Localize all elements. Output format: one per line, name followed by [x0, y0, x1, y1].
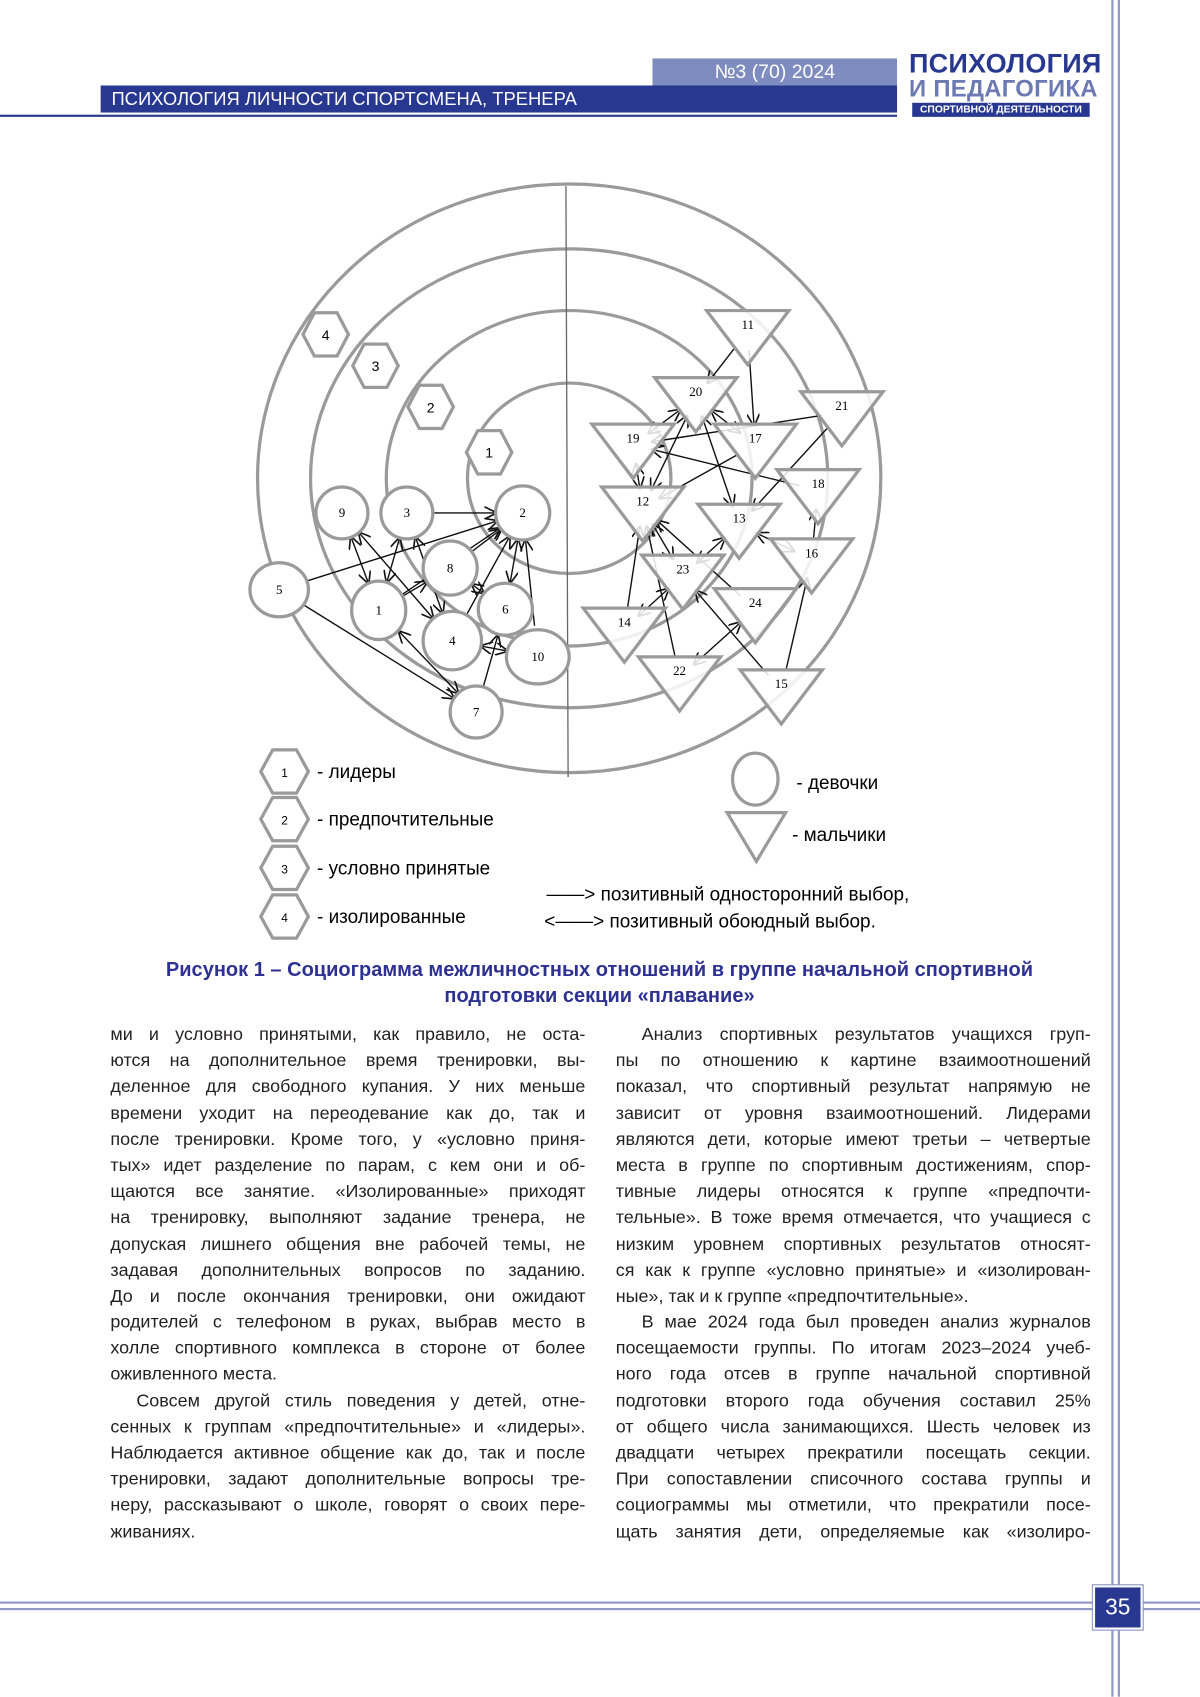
node-label: 16: [805, 545, 818, 560]
node-label: 20: [689, 384, 702, 399]
boy-node-18: [777, 470, 859, 524]
node-label: 7: [473, 704, 480, 719]
status-ring: [386, 311, 752, 646]
text-line: двадцати четырех прекратили посещать секции.: [616, 1440, 1091, 1466]
one-way-choice-arrow: [483, 635, 498, 687]
text-line: сенных к группам «предпочтительные» и «лидеры».: [110, 1414, 585, 1440]
journal-page: [0, 0, 1200, 1697]
node-label: 13: [733, 511, 746, 526]
text-line: До и после окончания тренировки, они ожидают: [110, 1283, 585, 1309]
node-label: 14: [618, 615, 631, 630]
text-line: родителей с телефоном в руках, выбрав место в: [110, 1309, 585, 1335]
text-line: после тренировки. Кроме того, у «условно приня-: [110, 1126, 585, 1152]
journal-logo-line1: ПСИХОЛОГИЯ: [909, 50, 1102, 78]
girl-node-9: [316, 487, 368, 539]
girl-node-8: [423, 541, 477, 595]
margin-rule-horizontal: [0, 1608, 1200, 1610]
status-ring: [467, 383, 670, 573]
text-line: низким уровнем спортивных результатов относят-: [616, 1231, 1091, 1257]
text-line: деленное для свободного купания. У них меньше: [110, 1074, 585, 1100]
zone-number: 4: [281, 911, 288, 925]
girl-node-3: [381, 487, 433, 539]
node-label: 2: [519, 505, 525, 520]
text-line: При сопоставлении списочного состава группы и: [616, 1466, 1091, 1492]
journal-logo-line3: СПОРТИВНОЙ ДЕЯТЕЛЬНОСТИ: [912, 103, 1089, 117]
legend-zone-marker-4: [261, 895, 309, 938]
legend-status-label: - лидеры: [317, 762, 396, 783]
node-label: 1: [375, 603, 381, 618]
node-label: 9: [339, 505, 345, 520]
text-line: живаниях.: [110, 1519, 585, 1545]
text-line: Анализ спортивных результатов учащихся груп-: [616, 1022, 1091, 1048]
node-label: 10: [531, 649, 544, 664]
legend-zone-marker-3: [261, 846, 309, 889]
text-line: места в группе по спортивным достижениям, спор-: [616, 1152, 1091, 1178]
zone-number: 4: [322, 327, 330, 343]
text-line: тельные». В тоже время отмечается, что учащиеся с: [616, 1205, 1091, 1231]
text-line: на тренировку, выполняют задание тренера, не: [110, 1205, 585, 1231]
node-label: 18: [812, 476, 825, 491]
node-label: 8: [447, 560, 453, 575]
text-line: подготовки второго года обучения составил 25%: [616, 1388, 1091, 1414]
text-line: холле спортивного комплекса в стороне от более: [110, 1336, 585, 1362]
zone-marker-2: [408, 385, 453, 428]
legend-status-label: - изолированные: [317, 907, 466, 928]
legend-zone-marker-1: [261, 750, 309, 793]
text-line: оживленного места.: [110, 1362, 585, 1388]
legend-girl-circle-icon: [733, 753, 778, 805]
text-line: неру, рассказывают о школе, говорят о своих пере-: [110, 1493, 585, 1519]
girl-node-10: [506, 630, 569, 684]
node-label: 22: [673, 663, 686, 678]
text-line: зависит от уровня взаимоотношений. Лидерами: [616, 1100, 1091, 1126]
zone-number: 2: [281, 814, 288, 828]
zone-marker-3: [353, 344, 398, 387]
mutual-choice-arrow: [351, 537, 368, 583]
node-label: 24: [749, 595, 762, 610]
zone-marker-1: [466, 431, 511, 474]
node-label: 19: [627, 431, 640, 446]
section-title: ПСИХОЛОГИЯ ЛИЧНОСТИ СПОРТСМЕНА, ТРЕНЕРА: [101, 85, 897, 112]
boy-node-21: [801, 392, 883, 446]
journal-logo-line2: И ПЕДАГОГИКА: [909, 77, 1098, 101]
text-line: ного года отсев в группе начальной спортивной: [616, 1362, 1091, 1388]
node-label: 21: [835, 398, 848, 413]
text-line: допуская лишнего общения вне рабочей темы, не: [110, 1231, 585, 1257]
gender-divider: [566, 186, 568, 777]
text-line: щать занятия дети, определяемые как «изолиро-: [616, 1519, 1091, 1545]
figure-caption-line2: подготовки секции «плавание»: [108, 983, 1091, 1009]
node-label: 11: [741, 317, 754, 332]
text-line: Совсем другой стиль поведения у детей, отне-: [110, 1388, 585, 1414]
zone-number: 3: [372, 358, 380, 374]
legend-one-way-choice: ——> позитивный односторонний выбор,: [546, 884, 909, 905]
body-column-right: [616, 1022, 1091, 1545]
zone-number: 3: [281, 862, 288, 876]
text-line: посещаемости группы. По итогам 2023–2024 учеб-: [616, 1336, 1091, 1362]
text-line: ми и условно принятыми, как правило, не оста-: [110, 1022, 585, 1048]
text-line: Наблюдается активное общение как до, так и после: [110, 1440, 585, 1466]
text-line: тых» идет разделение по парам, с кем они и об-: [110, 1152, 585, 1178]
legend-mutual-choice: <——> позитивный обоюдный выбор.: [544, 911, 876, 932]
text-line: В мае 2024 года был проведен анализ журналов: [616, 1309, 1091, 1335]
girl-node-4: [423, 611, 481, 669]
text-line: ются на дополнительное время тренировки, вы-: [110, 1048, 585, 1074]
girl-node-5: [250, 563, 308, 617]
girl-node-2: [496, 486, 550, 540]
girl-node-6: [478, 583, 532, 635]
node-label: 6: [502, 602, 509, 617]
girl-node-7: [450, 686, 502, 738]
sociogram-figure: [0, 0, 1200, 974]
node-label: 17: [749, 431, 762, 446]
text-line: показал, что спортивный результат напрямую не: [616, 1074, 1091, 1100]
text-line: пы по отношению к картине взаимоотношений: [616, 1048, 1091, 1074]
node-label: 23: [676, 562, 689, 577]
legend-status-label: - предпочтительные: [317, 810, 494, 831]
girl-node-1: [352, 581, 406, 639]
node-label: 15: [775, 676, 788, 691]
boy-node-11: [707, 311, 789, 365]
margin-rule-horizontal: [0, 1602, 1200, 1604]
issue-number: №3 (70) 2024: [653, 58, 898, 85]
text-line: тивные лидеры относятся к группе «предпочти-: [616, 1179, 1091, 1205]
text-line: социограммы мы отметили, что прекратили посе-: [616, 1493, 1091, 1519]
text-line: от общего числа занимающихся. Шесть человек из: [616, 1414, 1091, 1440]
legend-status-label: - условно принятые: [317, 858, 490, 879]
zone-number: 1: [485, 445, 493, 461]
page-number: 35: [1093, 1585, 1143, 1629]
one-way-choice-arrow: [652, 449, 799, 485]
zone-marker-4: [303, 313, 348, 356]
zone-number: 2: [427, 399, 435, 415]
boy-node-16: [770, 539, 852, 593]
node-label: 4: [449, 633, 456, 648]
legend-zone-marker-2: [261, 798, 309, 841]
zone-number: 1: [281, 766, 288, 780]
legend-girls-label: - девочки: [796, 773, 878, 794]
text-line: являются дети, которые имеют третьи – четвертые: [616, 1126, 1091, 1152]
legend-boy-triangle-icon: [727, 813, 785, 862]
text-line: ные», так и к группе «предпочтительные».: [616, 1283, 1091, 1309]
node-label: 12: [636, 493, 649, 508]
figure-caption-line1: Рисунок 1 – Социограмма межличностных отношений в группе начальной спортивной: [108, 957, 1091, 983]
text-line: времени уходит на переодевание как до, так и: [110, 1100, 585, 1126]
text-line: задавая дополнительных вопросов по заданию.: [110, 1257, 585, 1283]
node-label: 5: [276, 582, 282, 597]
legend-boys-label: - мальчики: [792, 825, 886, 846]
text-line: щаются все занятие. «Изолированные» приходят: [110, 1179, 585, 1205]
text-line: ся как к группе «условно принятые» и «изолирован-: [616, 1257, 1091, 1283]
boy-node-14: [583, 608, 665, 662]
mutual-choice-arrow: [387, 538, 400, 582]
one-way-choice-arrow: [627, 527, 640, 610]
text-line: тренировки, задают дополнительные вопросы тре-: [110, 1466, 585, 1492]
node-label: 3: [404, 505, 410, 520]
boy-node-22: [638, 657, 720, 711]
body-column-left: [110, 1022, 585, 1545]
